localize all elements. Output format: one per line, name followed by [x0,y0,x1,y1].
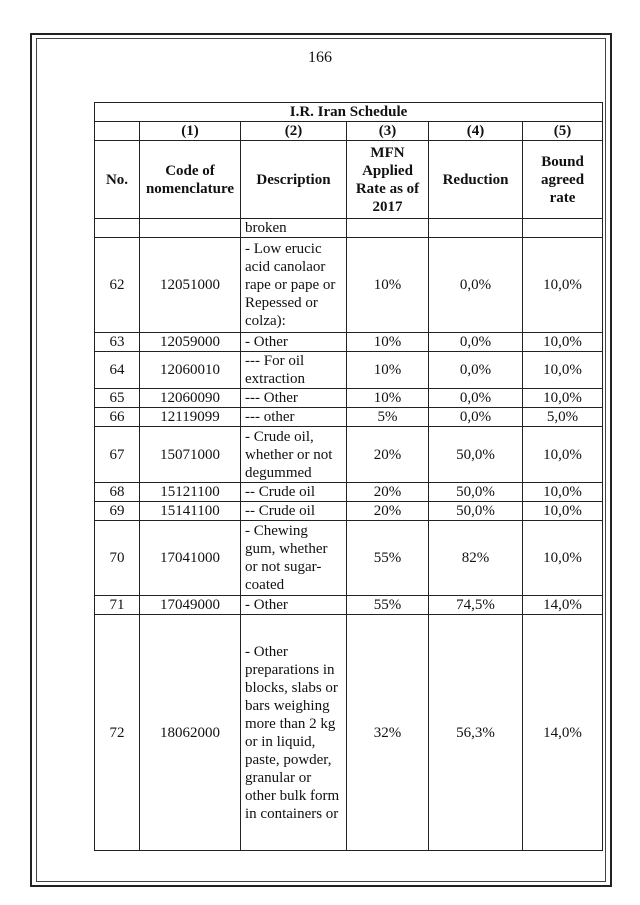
table-row [95,483,603,502]
table-row [95,427,603,483]
header-no: No. [95,141,140,219]
row-number: 67 [95,427,140,483]
row-mfn-rate: 5% [347,408,429,427]
column-number: (3) [347,122,429,141]
header-bound-rate: Bound agreed rate [523,141,603,219]
row-bound-rate: 10,0% [523,352,603,389]
row-code: 17049000 [140,596,241,615]
carry-over-row [95,219,603,238]
row-number: 62 [95,238,140,333]
row-reduction: 0,0% [429,408,523,427]
row-description: --- Other [241,389,347,408]
row-bound-rate: 10,0% [523,483,603,502]
column-number-row [95,122,603,141]
table-row [95,333,603,352]
row-number: 69 [95,502,140,521]
row-bound-rate: 5,0% [523,408,603,427]
row-reduction: 0,0% [429,333,523,352]
row-reduction: 0,0% [429,352,523,389]
row-description: - Other [241,333,347,352]
row-reduction: 74,5% [429,596,523,615]
table-row [95,596,603,615]
row-number: 64 [95,352,140,389]
table-row [95,238,603,333]
row-reduction: 0,0% [429,238,523,333]
table-row [95,521,603,596]
row-mfn-rate: 55% [347,521,429,596]
row-bound-rate: 10,0% [523,389,603,408]
table-body [95,238,603,851]
row-bound-rate: 10,0% [523,427,603,483]
table-row [95,408,603,427]
header-code: Code of nomenclature [140,141,241,219]
row-mfn-rate: 10% [347,238,429,333]
row-number: 63 [95,333,140,352]
row-description: -- Crude oil [241,483,347,502]
row-code: 15071000 [140,427,241,483]
header-reduction: Reduction [429,141,523,219]
column-number-blank [95,122,140,141]
row-mfn-rate: 55% [347,596,429,615]
row-code: 12059000 [140,333,241,352]
row-code: 12060090 [140,389,241,408]
row-reduction: 50,0% [429,483,523,502]
row-number: 68 [95,483,140,502]
row-bound-rate: 10,0% [523,333,603,352]
column-number: (1) [140,122,241,141]
row-code: 12119099 [140,408,241,427]
row-number: 72 [95,615,140,851]
row-reduction: 0,0% [429,389,523,408]
row-mfn-rate: 10% [347,389,429,408]
table-row [95,352,603,389]
row-mfn-rate: 10% [347,352,429,389]
row-description: - Low erucic acid canolaor rape or pape or Repessed or colza): [241,238,347,333]
row-number: 65 [95,389,140,408]
row-code: 17041000 [140,521,241,596]
row-bound-rate: 14,0% [523,596,603,615]
header-description: Description [241,141,347,219]
schedule-title: I.R. Iran Schedule [95,103,603,122]
header-mfn-rate: MFN Applied Rate as of 2017 [347,141,429,219]
row-reduction: 56,3% [429,615,523,851]
schedule-table [94,102,603,851]
column-number: (5) [523,122,603,141]
table-row [95,389,603,408]
row-description: --- For oil extraction [241,352,347,389]
row-mfn-rate: 20% [347,483,429,502]
table-title-row [95,103,603,122]
row-bound-rate: 10,0% [523,521,603,596]
row-description: - Other preparations in blocks, slabs or bars weighing more than 2 kg or in liquid, paste, powder, granular or other bulk form in containers or [241,615,347,851]
row-bound-rate: 14,0% [523,615,603,851]
column-header-row [95,141,603,219]
column-number: (4) [429,122,523,141]
table-row [95,502,603,521]
table-row [95,615,603,851]
row-code: 15141100 [140,502,241,521]
row-mfn-rate: 20% [347,427,429,483]
carry-over-text: broken [241,219,347,238]
row-reduction: 50,0% [429,427,523,483]
column-number: (2) [241,122,347,141]
row-reduction: 82% [429,521,523,596]
row-bound-rate: 10,0% [523,238,603,333]
row-mfn-rate: 32% [347,615,429,851]
row-number: 71 [95,596,140,615]
row-description: - Chewing gum, whether or not sugar-coated [241,521,347,596]
row-mfn-rate: 10% [347,333,429,352]
row-number: 70 [95,521,140,596]
page-number: 166 [308,49,332,66]
row-code: 12051000 [140,238,241,333]
row-code: 15121100 [140,483,241,502]
row-bound-rate: 10,0% [523,502,603,521]
row-description: - Crude oil, whether or not degummed [241,427,347,483]
row-number: 66 [95,408,140,427]
row-description: --- other [241,408,347,427]
row-code: 18062000 [140,615,241,851]
row-mfn-rate: 20% [347,502,429,521]
row-code: 12060010 [140,352,241,389]
row-description: - Other [241,596,347,615]
row-description: -- Crude oil [241,502,347,521]
row-reduction: 50,0% [429,502,523,521]
